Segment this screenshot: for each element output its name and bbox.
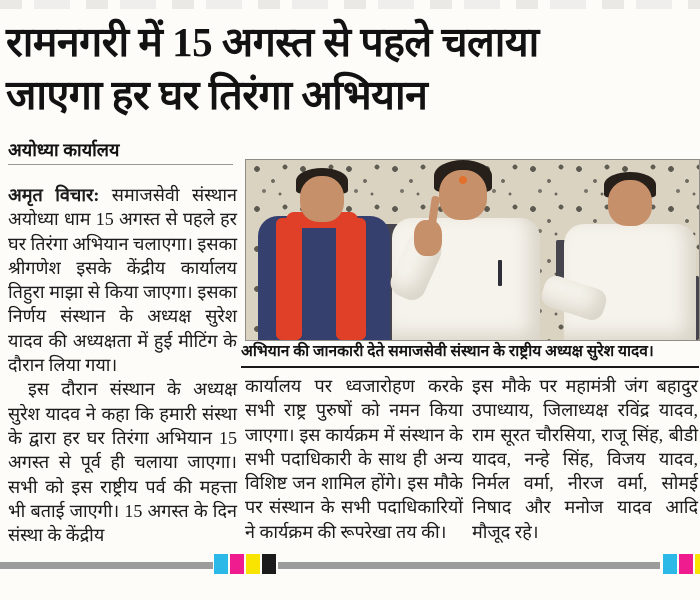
cmyk-registration-marks — [214, 554, 276, 574]
dateline-rule — [8, 164, 233, 165]
registration-bar-left — [0, 562, 213, 569]
press-photo — [245, 159, 700, 341]
article-column-3 — [472, 374, 698, 544]
man-left-head — [300, 176, 344, 222]
man-right-shirt — [564, 224, 696, 340]
man-center-tilak — [459, 176, 467, 184]
man-center-hand — [414, 220, 442, 256]
cyan-swatch — [663, 554, 677, 574]
cmyk-registration-marks-right — [663, 554, 700, 574]
article-column-1 — [8, 183, 237, 547]
man-left-scarf — [336, 218, 366, 340]
lead-in: अमृत विचार: — [8, 185, 100, 205]
headline-line-1: रामनगरी में 15 अगस्त से पहले चलाया — [6, 19, 539, 65]
paragraph-2: इस दौरान संस्थान के अध्यक्ष सुरेश यादव ने कहा कि हमारी संस्था के द्वारा हर घर तिरंगा अभियान 15 अगस्त से पूर्व ही चलाया जाएगा। सभी को इस राष्ट्रीय पर्व की महत्ता भी बताई जाएगी। 15 अगस्त के दिन संस्था के केंद्रीय — [8, 379, 237, 546]
cyan-swatch — [214, 554, 228, 574]
man-left-scarf — [276, 218, 302, 340]
black-swatch — [262, 554, 276, 574]
yellow-swatch — [695, 554, 700, 574]
paragraph-3: कार्यालय पर ध्वजारोहण करके सभी राष्ट्र पुरुषों को नमन किया जाएगा। इस कार्यक्रम में संस्थान के सभी पदाधिकारी के साथ ही अन्य विशिष्ट जन शामिल होंगे। इस मौके पर संस्थान के सभी पदाधिकारियों ने कार्यक्रम की रूपरेखा तय की। — [245, 376, 463, 542]
man-right-head — [608, 180, 652, 226]
article-column-2 — [245, 374, 463, 544]
paragraph-1-text: समाजसेवी संस्थान अयोध्या धाम 15 अगस्त से पहले हर घर तिरंगा अभियान चलाएगा। इसका श्रीगणेश इसके केंद्रीय कार्यालय तिहुरा माझा से किया जाएगा। इसका निर्णय संस्थान के अध्यक्ष सुरेश यादव की अध्यक्षता में हुई मीटिंग के दौरान लिया गया। — [8, 185, 237, 376]
caption-rule — [241, 366, 699, 368]
registration-bar-right — [278, 562, 660, 569]
magenta-swatch — [230, 554, 244, 574]
headline-line-2: जाएगा हर घर तिरंगा अभियान — [6, 72, 428, 118]
print-remnant-strip — [0, 0, 700, 9]
paragraph-1 — [8, 183, 237, 377]
pen-in-pocket — [498, 260, 502, 286]
headline — [6, 16, 698, 122]
dateline: अयोध्या कार्यालय — [8, 140, 120, 160]
yellow-swatch — [246, 554, 260, 574]
magenta-swatch — [679, 554, 693, 574]
photo-caption: अभियान की जानकारी देते समाजसेवी संस्थान के राष्ट्रीय अध्यक्ष सुरेश यादव। — [241, 343, 654, 360]
paragraph-4: इस मौके पर महामंत्री जंग बहादुर उपाध्याय, जिलाध्यक्ष रविंद्र यादव, राम सूरत चौरसिया, राजू सिंह, बीडी यादव, नन्हे सिंह, विजय यादव, निर्मल वर्मा, नीरज वर्मा, सोमई निषाद और मनोज यादव आदि मौजूद रहे। — [472, 376, 698, 542]
